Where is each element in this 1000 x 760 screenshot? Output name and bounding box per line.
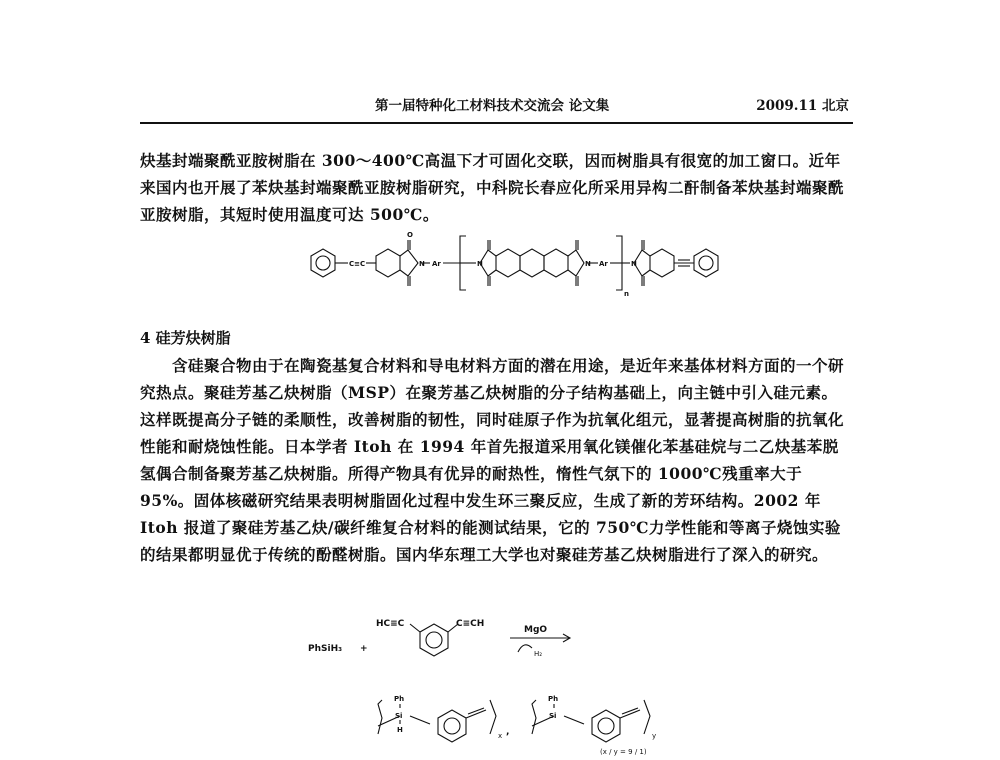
ratio-label: (x / y = 9 / 1)	[600, 748, 647, 756]
section-heading: 4 硅芳炔树脂	[140, 329, 231, 347]
repeat-subscript-n: n	[624, 290, 629, 298]
hc-c-label: HC≡C	[376, 619, 405, 629]
ph-label-2: Ph	[548, 695, 559, 703]
paragraph-1: 炔基封端聚酰亚胺树脂在 300～400℃高温下才可固化交联，因而树脂具有很宽的加工窗口。近年来国内也开展了苯炔基封端聚酰亚胺树脂研究，中科院长春应化所采用异构二酐制备苯炔基封端聚酰亚胺树脂，其短时使用温度可达 500℃。	[140, 151, 845, 224]
si-label-1: Si	[395, 712, 403, 720]
n-label-mid-right: N	[585, 260, 591, 268]
ph-label-1: Ph	[394, 695, 405, 703]
plus-sign: +	[360, 644, 368, 654]
oxygen-label: O	[407, 231, 413, 239]
subscript-x: x	[498, 732, 503, 740]
core-ring-1	[496, 249, 520, 277]
phenyl-ring-right	[694, 249, 718, 277]
n-label-left: N	[419, 260, 425, 268]
conference-title: 第一届特种化工材料技术交流会 论文集	[375, 98, 610, 114]
n-label-right: N	[631, 260, 637, 268]
reagent-phenylsilane: PhSiH₃	[308, 644, 343, 654]
si-label-2: Si	[549, 712, 557, 720]
byproduct-label: H₂	[534, 650, 543, 658]
c-ch-label: C≡CH	[456, 619, 485, 629]
byproduct-curve	[518, 645, 532, 652]
msp-synthesis-figure	[300, 608, 700, 758]
bracket-y-right	[644, 700, 650, 734]
comma-separator: ,	[506, 727, 510, 737]
date-place: 2009.11 北京	[756, 98, 849, 114]
core-ring-3	[544, 249, 568, 277]
ar-label-right: Ar	[599, 260, 608, 268]
header-rule	[140, 122, 853, 124]
imide-benzo-ring-left	[376, 249, 400, 277]
running-header	[140, 92, 853, 114]
product-ring-y	[592, 710, 620, 742]
bracket-x-left	[378, 700, 382, 734]
polyimide-structure-figure	[300, 226, 740, 306]
bracket-x-right	[490, 700, 496, 734]
catalyst-label: MgO	[524, 625, 548, 635]
paragraph-2: 含硅聚合物由于在陶瓷基复合材料和导电材料方面的潜在用途，是近年来基体材料方面的一个研究热点。聚硅芳基乙炔树脂（MSP）在聚芳基乙炔树脂的分子结构基础上，向主链中引入硅元素。这样既提高分子链的柔顺性，改善树脂的韧性，同时硅原子作为抗氧化组元，显著提高树脂的抗氧化性能和耐烧蚀性能。日本学者 Itoh 在 1994 年首先报道采用氧化镁催化苯基硅烷与二乙炔基苯脱氢偶合制备聚芳基乙炔树脂。所得产物具有优异的耐热性，惰性气氛下的 1000℃残重率大于 95%。固体核磁研究结果表明树脂固化过程中发生环三聚反应，生成了新的芳环结构。2002 年 Itoh 报道了聚硅芳基乙炔/碳纤维复合材料的能测试结果，它的 750℃力学性能和等离子烧蚀实验的结果都明显优于传统的酚醛树脂。国内华东理工大学也对聚硅芳基乙炔树脂进行了深入的研究。	[140, 356, 845, 564]
h-label: H	[397, 726, 403, 734]
phenyl-ring-left	[311, 249, 335, 277]
triple-bond-label: C≡C	[349, 260, 366, 268]
n-label-mid-left: N	[477, 260, 483, 268]
bracket-y-left	[532, 700, 536, 734]
subscript-y: y	[652, 732, 657, 740]
product-ring-x	[438, 710, 466, 742]
core-ring-2	[520, 249, 544, 277]
imide-benzo-ring-right	[650, 249, 674, 277]
diethynylbenzene-ring	[420, 624, 448, 656]
ar-label-left: Ar	[432, 260, 441, 268]
